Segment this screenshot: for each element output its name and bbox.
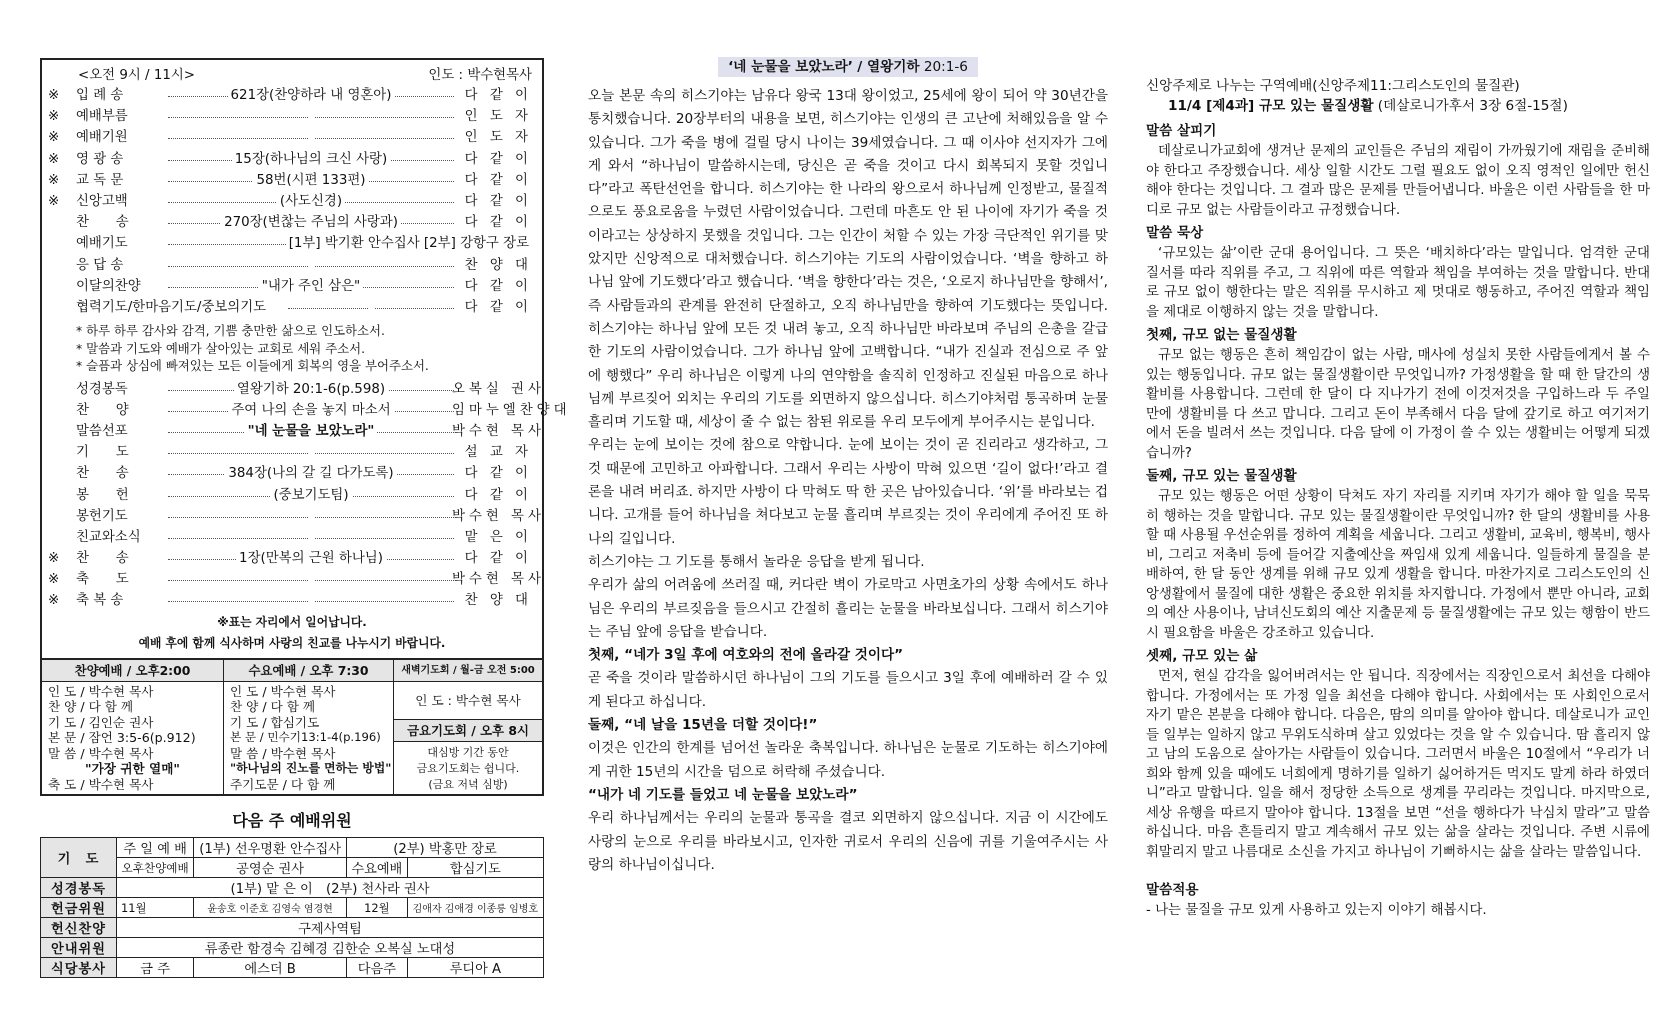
order-item-name: 찬 송 (76, 551, 129, 567)
stand-mark: ※ (48, 551, 60, 567)
study-section-text: 먼저, 현실 감각을 잃어버려서는 안 됩니다. 직장에서는 직장인으로서 최선을 다해야 합니다. 가정에서는 또 가정 일을 최선을 다해야 합니다. 사회에서는 또 사회인으로서 자기 맡은 본분을 다해야 합니다. 다음은, 땀의 의미를 알아야 합니다. 데살로니가 교인들 일부는 일하지 않고 무위도식하며 살고 있었다는 것을 알 수 있습니다. 땀 흘리지 않고 남의 도움으로 살아가는 사람들이 있습니다. 그러면서 바울은 10절에서 “우리가 너희와 함께 있을 때에도 너희에게 명하기를 일하기 싫어하거든 먹지도 말게 하라 하였더니”라고 말합니다. 일을 해서 정당한 소득으로 생계를 꾸리라는 것입니다. 마지막으로, 세상 유행을 따르지 말아야 합니다. 13절을 보면 “선을 행하다가 낙심치 말라”고 말씀하십니다. 마음 흔들리지 말고 계속해서 규모 있는 삶을 살라는 것입니다. 주변 시류에 휘말리지 말고 나름대로 소신을 가지고 하나님이 기뻐하시는 삶을 살라는 말씀입니다. (1146, 669, 1650, 860)
order-row (48, 527, 536, 548)
order-item-content (168, 255, 454, 276)
order-item-text (308, 530, 314, 545)
order-item-text (308, 593, 314, 608)
sermon-heading-highlight (718, 57, 978, 77)
praise-lines (42, 682, 223, 795)
order-item-text (308, 258, 314, 273)
stand-mark: ※ (48, 109, 60, 125)
order-item-name: 응 답 송 (76, 257, 124, 273)
order-item-name: 봉 헌 (76, 487, 129, 503)
reading-label: 성경봉독 (41, 878, 117, 898)
order-item-presider: 다 같 이 (464, 551, 532, 567)
lesson-title: 11/4 [제4과] 규모 있는 물질생활 (1168, 98, 1374, 114)
order-item-presider: 다 같 이 (464, 172, 532, 188)
order-item-presider: 찬 양 대 (464, 257, 532, 273)
table-cell: 구제사역팀 (117, 918, 544, 938)
service-line: 축 도 / 박수현 목사 (48, 776, 154, 792)
wed-lines (224, 682, 393, 795)
order-item-text: 58번(시편 133편) (253, 173, 368, 188)
sermon-paragraph: “내가 네 기도를 들었고 네 눈물을 보았노라” (588, 786, 858, 803)
table-cell: 금 주 (117, 958, 194, 978)
order-item-text (308, 445, 314, 460)
order-row (48, 590, 536, 611)
order-item-content (168, 485, 454, 506)
stand-mark: ※ (48, 88, 60, 103)
order-item-content (168, 170, 454, 191)
order-row (48, 297, 536, 318)
note-line: * 슬픔과 상심에 빠져있는 모든 이들에게 회복의 영을 부어주소서. (76, 358, 429, 374)
meal-note: 예배 후에 함께 식사하며 사랑의 친교를 나누시기 바랍니다. (138, 635, 446, 650)
table-cell: (2부) 박홍만 장로 (346, 838, 543, 858)
stand-mark: ※ (48, 172, 60, 188)
order-item-presider: 박수현 목사 (452, 423, 545, 439)
order-item-presider: 다 같 이 (464, 299, 532, 315)
fri-lines (394, 742, 542, 793)
note-line: * 말씀과 기도와 예배가 살아있는 교회로 세워 주소서. (76, 340, 366, 356)
service-line: 주기도문 / 다 함 께 (230, 776, 336, 792)
order-item-text: (중보기도팀) (270, 488, 351, 503)
order-row (48, 170, 536, 191)
study-section-text: 데살로니가교회에 생겨난 문제의 교인들은 주님의 재림이 가까웠기에 재림을 준비해야 한다고 주장했습니다. 세상 일할 시간도 그럴 필요도 없이 오직 영적인 일에만 헌신해야 한다는 것입니다. 그 결과 많은 문제를 만들어냅니다. 바울은 이런 사람들을 한 마디로 규모 없는 사람들이라고 규정했습니다. (1146, 144, 1650, 218)
order-item-content (168, 85, 454, 106)
service-line: 말 씀 / 박수현 목사 (48, 745, 154, 761)
stand-note: ※표는 자리에서 일어납니다. (217, 614, 367, 629)
order-item-content (168, 442, 454, 463)
order-item-content (168, 379, 454, 400)
table-cell: 수요예배 (346, 858, 407, 878)
stand-mark: ※ (48, 151, 60, 167)
next-week-table (40, 837, 544, 978)
order-row (48, 276, 536, 297)
study-column (1146, 118, 1650, 921)
service-line: 찬 양 / 다 함 께 (48, 699, 134, 715)
order-item-content (168, 527, 454, 548)
order-item-text: 1장(만복의 근원 하나님) (236, 551, 386, 566)
stand-mark: ※ (48, 572, 60, 588)
service-line: 본 문 / 민수기13:1-4(p.196) (230, 730, 381, 745)
study-section-heading: 둘째, 규모 있는 물질생활 (1146, 468, 1297, 484)
table-row (41, 838, 544, 858)
sermon-paragraph: 첫째, “네가 3일 후에 여호와의 전에 올라갈 것이다” (588, 647, 904, 664)
sermon-body (588, 85, 1108, 877)
service-line: 인 도 / 박수현 목사 (230, 683, 336, 699)
offering-label: 헌금위원 (41, 898, 117, 918)
order-item-name: 친교와소식 (76, 529, 141, 545)
order-list-2 (48, 379, 571, 612)
table-row (41, 898, 544, 918)
order-item-name: 성경봉독 (76, 381, 128, 397)
table-row (41, 878, 544, 898)
order-item-content (288, 297, 454, 318)
order-list-1 (48, 85, 536, 318)
order-item-content (168, 191, 454, 212)
order-item-presider: 박수현 목사 (452, 572, 545, 588)
lesson-ref: (데살로니가후서 3장 6절-15절) (1373, 98, 1568, 114)
order-item-name: 협력기도/한마음기도/중보의기도 (76, 299, 267, 315)
sermon-paragraph: 오늘 본문 속의 히스기야는 남유다 왕국 13대 왕이었고, 25세에 왕이 되어 약 30년간을 통치했습니다. 20장부터의 내용을 보면, 히스기야는 인생의 큰 고난에 처해있음을 알 수 있습니다. 그가 죽을 병에 걸릴 당시 나이는 39세였습니다. 그 때 이사야 선지자가 그에게 와서 “하나님이 말씀하시는데, 당신은 곧 죽을 것이고 다시 회복되지 못할 것입니다”라고 폭탄선언을 합니다. 히스기야는 한 나라의 왕으로서 하나님께 인정받고, 물질적으로도 풍요로움을 누렸던 사람이었습니다. 그런데 마흔도 안 된 나이에 자기가 죽을 것이라고는 상상하지 못했을 것입니다. 그는 인간이 처할 수 있는 가장 극단적인 위기를 맞았지만 신앙적으로 대처했습니다. 히스기야는 기도의 사람이었습니다. ‘벽을 향하고 하나님 앞에 기도했다’라고 했습니다. ‘벽을 향한다’라는 것은, ‘오로지 하나님만을 향해서’, 즉 사람들과의 관계를 완전히 단절하고, 오직 하나님만을 향하여 기도했다는 뜻입니다. 히스기야는 하나님 앞에 모든 것 내려 놓고, 오직 하나님만 바라보며 주님의 은총을 갈급한 기도의 사람이었습니다. 그가 하나님 앞에 고백합니다. “내가 진실과 전심으로 주 앞에 행했다” 우리 하나님은 이렇게 나의 연약함을 솔직히 인정하고 진실된 마음으로 하나님께 부르짖어 외치는 우리의 기도를 외면하지 않으십니다. 히스기야처럼 통곡하며 눈물 흘리며 기도할 때, 세상이 줄 수 없는 참된 위로를 우리 모두에게 부어주시는 분입니다. (588, 88, 1108, 431)
table-row (41, 938, 544, 958)
order-item-content (168, 590, 454, 611)
stand-mark: ※ (48, 130, 60, 146)
wed-title: 수요예배 / 오후 7:30 (224, 660, 393, 682)
order-item-text: 270장(변찮는 주님의 사랑과) (221, 215, 401, 230)
prayer-label: 기 도 (41, 838, 117, 878)
order-item-presider: 다 같 이 (464, 487, 532, 503)
kitchen-label: 식당봉사 (41, 958, 117, 978)
order-row (48, 506, 545, 527)
service-line: (금요 저녁 심방) (428, 777, 508, 791)
order-row (48, 212, 536, 233)
order-item-text: "내가 주인 삼은" (259, 279, 363, 294)
next-week-title: 다음 주 예배위원 (232, 811, 352, 831)
other-services (42, 658, 542, 795)
service-line: 기 도 / 합심기도 (230, 714, 320, 730)
table-cell: 윤송호 이준호 김영숙 염경현 (194, 898, 347, 918)
order-item-name: 예배부름 (76, 109, 128, 125)
apply-heading: 말씀적용 (1146, 882, 1199, 898)
dawn-leader: 인 도 : 박수현 목사 (394, 682, 542, 720)
study-section-text: 규모 있는 행동은 어떤 상황이 닥쳐도 자기 자리를 지키며 자기가 해야 할 일을 묵묵히 행하는 것을 말합니다. 규모 있는 물질생활이란 무엇입니까? 한 달의 생활비를 사용할 때 사용될 우선순위를 정하여 계획을 세웁니다. 그리고 생활비, 교육비, 행복비, 행사비, 그리고 저축비 등에 들어갈 지출예산을 짜임새 있게 세웁니다. 일들하게 물질을 분배하여, 한 달 동안 생계를 위해 규모 있게 생활을 합니다. 마찬가지로 그리스도인의 신앙생활에서 물질에 대한 생활은 중요한 위치를 차지합니다. 가정에서 뿐만 아니라, 교회의 예산 사용이나, 남녀신도회의 예산 지출문제 등 물질생활에는 규모 있는 행함이 반드시 필요함을 바울은 강조하고 있습니다. (1146, 489, 1650, 641)
praise-title: 찬양예배 / 오후2:00 (42, 660, 223, 682)
sermon-title: "가장 귀한 열매" (85, 761, 180, 777)
order-item-content (168, 506, 454, 527)
order-item-name: 축 복 송 (76, 593, 124, 609)
order-item-content (168, 233, 532, 254)
order-item-text: "네 눈물을 보았노라" (245, 424, 378, 439)
service-line: 말 씀 / 박수현 목사 (230, 745, 336, 761)
sermon-ref-num: 20:1-6 (923, 59, 968, 75)
table-cell: (1부) 맡 은 이 (2부) 천사라 권사 (117, 878, 544, 898)
order-item-name: 말씀선포 (76, 423, 128, 439)
service-line: 찬 양 / 다 함 께 (230, 699, 316, 715)
order-item-name: 예배기원 (76, 130, 128, 146)
order-item-content (168, 548, 454, 569)
order-item-presider: 임마누엘찬양대 (452, 402, 571, 418)
worship-order-box (40, 58, 571, 796)
order-row (48, 85, 536, 106)
usher-label: 안내위원 (41, 938, 117, 958)
order-item-presider: 다 같 이 (464, 88, 532, 103)
order-item-presider: 다 같 이 (464, 151, 532, 167)
table-row (41, 858, 544, 878)
stand-mark: ※ (48, 193, 60, 209)
sermon-paragraph: 우리 하나님께서는 우리의 눈물과 통곡을 결코 외면하지 않으십니다. 지금 이 시간에도 사랑의 눈으로 우리를 바라보시고, 인자한 귀로서 우리의 신음에 귀를 기울여주시는 사랑의 하나님이십니다. (588, 810, 1108, 873)
order-item-content (168, 421, 454, 442)
order-item-name: 찬 송 (76, 466, 129, 482)
order-row (48, 149, 536, 170)
service-line: 기 도 / 김인순 권사 (48, 714, 154, 730)
order-item-presider: 다 같 이 (464, 278, 532, 294)
order-item-presider: 인 도 자 (464, 130, 532, 146)
order-item-content (168, 276, 454, 297)
order-item-name: 봉헌기도 (76, 508, 128, 524)
order-row (48, 421, 545, 442)
table-row (41, 918, 544, 938)
order-row (48, 569, 545, 590)
order-item-name: 이달의찬양 (76, 278, 141, 294)
sermon-heading (588, 55, 1108, 75)
order-item-text (308, 572, 314, 587)
study-section-heading: 셋째, 규모 있는 삶 (1146, 648, 1258, 664)
sermon-paragraph: 둘째, “네 날을 15년을 더할 것이다!” (588, 717, 818, 734)
service-line: 본 문 / 잠언 3:5-6(p.912) (48, 730, 196, 746)
study-lesson (1146, 96, 1656, 116)
study-theme: 신앙주제로 나누는 구역예배(신앙주제11:그리스도인의 물질관) (1146, 78, 1520, 94)
order-item-text: 621장(찬양하라 내 영혼아) (228, 88, 395, 103)
study-section-heading: 말씀 살피기 (1146, 123, 1217, 139)
order-item-presider: 인 도 자 (464, 109, 532, 125)
sermon-paragraph: 우리는 눈에 보이는 것에 참으로 약합니다. 눈에 보이는 것이 곧 진리라고 생각하고, 그것 때문에 고민하고 아파합니다. 그래서 우리는 사방이 막혀 있으면 ‘길이 없다!’라고 결론을 내려 버리죠. 하지만 사방이 다 막혀도 딱 한 곳은 남아있습니다. ‘위’를 바라보는 겁니다. 고개를 들어 하나님을 쳐다보고 눈물 흘리며 부르짖는 것이 우리에게 주어진 또 하나의 길입니다. (588, 437, 1108, 547)
apply-text: - 나는 물질을 규모 있게 사용하고 있는지 이야기 해봅시다. (1146, 903, 1487, 918)
order-item-content (168, 127, 454, 148)
order-item-text (308, 109, 314, 124)
order-item-content (168, 212, 454, 233)
stand-mark: ※ (48, 593, 60, 609)
table-cell: 류종란 함경숙 김혜경 김한순 오복실 노대성 (117, 938, 544, 958)
table-cell: 에스더 B (194, 958, 347, 978)
order-item-name: 기 도 (76, 445, 129, 461)
order-row (48, 191, 536, 212)
table-cell: 다음주 (346, 958, 407, 978)
table-cell: 김애자 김애경 이종릉 임병호 (407, 898, 543, 918)
order-item-presider: 박수현 목사 (452, 508, 545, 524)
order-item-name: 입 례 송 (76, 88, 124, 103)
order-item-name: 찬 양 (76, 402, 129, 418)
leader-label: 인도 : 박수현목사 (428, 68, 532, 83)
sermon-ref: / 열왕기하 (857, 59, 920, 75)
worship-order (42, 60, 571, 658)
order-item-text: 열왕기하 20:1-6(p.598) (234, 382, 388, 397)
service-times: <오전 9시 / 11시> (78, 68, 196, 83)
dawn-title: 새벽기도회 / 월-금 오전 5:00 (394, 660, 542, 682)
sermon-paragraph: 우리가 삶의 어려움에 쓰러질 때, 커다란 벽이 가로막고 사면초가의 상황 속에서도 하나님은 우리의 부르짖음을 들으시고 간절히 흘리는 눈물을 바라보십니다. 그래서 히스기야는 주님 앞에 응답을 받습니다. (588, 577, 1108, 640)
order-row (48, 255, 536, 276)
wednesday-service (224, 660, 394, 795)
order-row (48, 127, 536, 148)
study-section-heading: 말씀 묵상 (1146, 225, 1204, 241)
dawn-friday-service (394, 660, 542, 795)
order-item-content (168, 400, 454, 421)
fri-title: 금요기도회 / 오후 8시 (394, 720, 542, 742)
sermon-paragraph: 히스기야는 그 기도를 통해서 놀라운 응답을 받게 됩니다. (588, 553, 925, 570)
order-item-name: 영 광 송 (76, 151, 124, 167)
order-row (48, 233, 536, 254)
order-item-presider: 맡 은 이 (464, 529, 532, 545)
study-header (1146, 76, 1656, 116)
order-row (48, 106, 536, 127)
order-item-name: 신앙고백 (76, 193, 128, 209)
order-item-presider: 다 같 이 (464, 466, 532, 482)
order-item-content (168, 149, 454, 170)
table-cell: 12월 (346, 898, 407, 918)
order-item-text: [1부] 박기환 안수집사 [2부] 강항구 장로 (286, 233, 532, 254)
study-section-text: ‘규모있는 삶’이란 군대 용어입니다. 그 뜻은 ‘배치하다’라는 말입니다. 엄격한 군대 질서를 따라 직위를 주고, 그 직위에 따른 역할과 책임을 부여하는 것을 말합니다. 반대로 규모 없이 행한다는 말은 직위를 무시하고 제 멋대로 행동하고, 주어진 역할과 책임을 제대로 이행하지 않는 것을 말합니다. (1146, 246, 1650, 320)
service-line: 금요기도회는 쉽니다. (416, 761, 520, 775)
table-cell: (1부) 선우명환 안수집사 (194, 838, 347, 858)
order-item-name: 찬 송 (76, 215, 129, 231)
study-section-text: 규모 없는 행동은 흔히 책임감이 없는 사람, 매사에 성실치 못한 사람들에게서 볼 수 있는 행동입니다. 규모 없는 물질생활이란 무엇입니까? 가정생활을 할 때 한 달간의 생활비를 사용합니다. 그런데 한 달이 다 지나가기 전에 이것저것을 구입하느라 두 주일 만에 생활비를 다 쓰고 맙니다. 그리고 돈이 부족해서 다음 달에 갚기로 하고 여기저기에서 돈을 빌려서 쓰는 것입니다. 다음 달에 이 가정이 쓸 수 있는 생활비는 어떻게 되겠습니까? (1146, 348, 1650, 461)
order-row (48, 463, 536, 484)
sermon-paragraph: 곧 죽을 것이라 말씀하시던 하나님이 그의 기도를 들으시고 3일 후에 예배하러 갈 수 있게 된다고 하십니다. (588, 670, 1108, 710)
service-line: 대심방 기간 동안 (427, 745, 509, 759)
order-row (48, 548, 536, 569)
table-cell: 11월 (117, 898, 194, 918)
study-section-heading: 첫째, 규모 없는 물질생활 (1146, 327, 1297, 343)
order-item-text: 주여 나의 손을 놓지 마소서 (228, 403, 393, 418)
order-item-presider: 다 같 이 (464, 215, 532, 231)
order-item-text: (사도신경) (277, 194, 345, 209)
left-column (40, 58, 571, 978)
order-item-presider: 설 교 자 (464, 445, 532, 461)
choir-label: 헌신찬양 (41, 918, 117, 938)
order-item-text: 384장(나의 갈 길 다가도록) (225, 466, 396, 481)
order-row (48, 379, 545, 400)
order-item-presider: 찬 양 대 (464, 593, 532, 609)
order-item-name: 교 독 문 (76, 172, 124, 188)
order-row (48, 485, 536, 506)
table-row (41, 958, 544, 978)
sermon-title: ‘네 눈물을 보았노라’ (728, 59, 853, 75)
table-cell: 주 일 예 배 (117, 838, 194, 858)
sermon-paragraph: 이것은 인간의 한계를 넘어선 놀라운 축복입니다. 하나님은 눈물로 기도하는 히스기야에게 귀한 15년의 시간을 덤으로 허락해 주셨습니다. (588, 740, 1108, 780)
table-cell: 루디아 A (407, 958, 543, 978)
order-item-presider: 다 같 이 (464, 193, 532, 209)
order-header (48, 66, 536, 85)
order-item-text: 15장(하나님의 크신 사랑) (232, 152, 390, 167)
order-item-text (308, 130, 314, 145)
order-item-text (308, 509, 314, 524)
order-item-content (168, 463, 454, 484)
sermon-title: "하나님의 진노를 면하는 방법" (230, 761, 392, 776)
order-item-presider: 오복실 권사 (452, 381, 545, 397)
order-item-content (168, 569, 454, 590)
order-item-name: 예배기도 (76, 236, 128, 252)
order-row (48, 442, 536, 463)
order-item-content (168, 106, 454, 127)
table-cell: 오후찬양예배 (117, 858, 194, 878)
service-line: 인 도 / 박수현 목사 (48, 683, 154, 699)
note-line: * 하루 하루 감사와 감격, 기쁨 충만한 삶으로 인도하소서. (76, 323, 385, 339)
prayer-notes (48, 318, 536, 379)
table-cell: 합심기도 (407, 858, 543, 878)
sermon-column (588, 55, 1108, 877)
praise-service (42, 660, 224, 795)
order-item-name: 축 도 (76, 572, 129, 588)
table-cell: 공영순 권사 (194, 858, 347, 878)
study-body (1146, 121, 1650, 862)
order-row (48, 400, 571, 421)
